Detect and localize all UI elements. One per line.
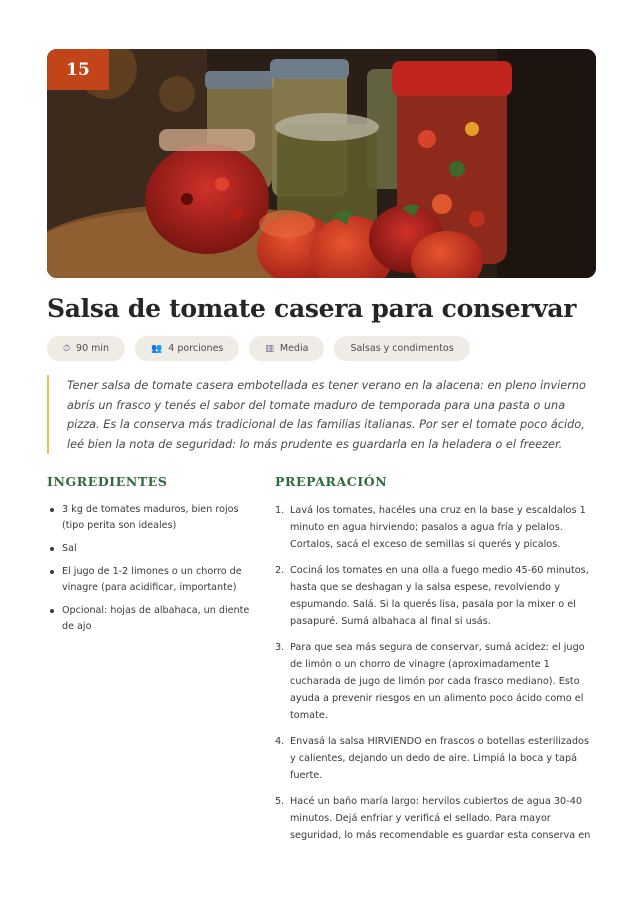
preparation-heading: PREPARACIÓN bbox=[275, 474, 388, 489]
people-icon: 👥 bbox=[151, 343, 163, 354]
time-value: 90 min bbox=[76, 343, 110, 354]
category-value: Salsas y condimentos bbox=[350, 343, 454, 354]
step-item bbox=[275, 733, 597, 784]
portions-value: 4 porciones bbox=[168, 343, 224, 354]
ingredient-item: El jugo de 1-2 limones o un chorro de vinagre (para acidificar, importante) bbox=[47, 564, 252, 596]
time-chip bbox=[47, 336, 125, 361]
ingredient-item: 3 kg de tomates maduros, bien rojos (tipo perita son ideales) bbox=[47, 502, 252, 534]
recipe-intro: Tener salsa de tomate casera embotellada es tener verano en la alacena: en pleno invierno abrís un frasco y tenés el sabor del tomate maduro de temporada para una pasta o una pizza. Es la conserva más tradicional de las familias italianas. Por ser el tomate poco ácido, leé bien la nota de seguridad: lo más prudente es guardarla en la heladera o el freezer. bbox=[47, 375, 597, 454]
category-chip bbox=[334, 336, 469, 361]
hero-photo bbox=[47, 49, 596, 278]
step-text: Lavá los tomates, hacéles una cruz en la base y escaldalos 1 minuto en agua hirviendo; pasalos a agua fría y pelalos. Cortalos, sacá el exceso de semillas si querés y picalos. bbox=[290, 505, 586, 550]
ingredients-heading: INGREDIENTES bbox=[47, 474, 168, 489]
difficulty-chip bbox=[249, 336, 324, 361]
step-item bbox=[275, 502, 597, 553]
step-text: Hacé un baño maría largo: hervilos cubiertos de agua 30-40 minutos. Dejá enfriar y verificá el sellado. Para mayor seguridad, lo más recomendable es guardar esta conserva en bbox=[290, 796, 591, 841]
step-item bbox=[275, 639, 597, 724]
difficulty-value: Media bbox=[279, 343, 309, 354]
step-number: 2. bbox=[275, 565, 285, 576]
step-item bbox=[275, 562, 597, 630]
step-text: Cociná los tomates en una olla a fuego medio 45-60 minutos, hasta que se deshagan y la salsa espese, revolviendo y espumando. Salá. Si la querés lisa, pasala por la mixer o el pasapuré. Sumá albahaca al final si usás. bbox=[290, 565, 589, 627]
step-text: Envasá la salsa HIRVIENDO en frascos o botellas esterilizados y calientes, dejando un dedo de aire. Limpiá la boca y tapá fuerte. bbox=[290, 736, 589, 781]
portions-chip bbox=[135, 336, 239, 361]
step-number: 1. bbox=[275, 505, 285, 516]
step-number: 5. bbox=[275, 796, 285, 807]
jars-and-tomatoes-illustration bbox=[47, 49, 596, 278]
preparation-steps bbox=[275, 502, 597, 853]
recipe-meta-chips bbox=[47, 336, 470, 361]
ingredients-list bbox=[47, 502, 252, 642]
difficulty-bars-icon: ▥ bbox=[265, 343, 274, 354]
recipe-title: Salsa de tomate casera para conservar bbox=[47, 294, 577, 323]
step-item bbox=[275, 793, 597, 844]
ingredient-item: Sal bbox=[47, 541, 252, 557]
timer-icon: ⏱ bbox=[63, 343, 71, 354]
ingredient-item: Opcional: hojas de albahaca, un diente de ajo bbox=[47, 603, 252, 635]
step-number: 3. bbox=[275, 642, 285, 653]
step-text: Para que sea más segura de conservar, sumá acidez: el jugo de limón o un chorro de vinagre (aproximadamente 1 cucharada de jugo de limón por cada frasco mediano). Esto ayuda a prevenir riesgos en un alimento poco ácido como el tomate. bbox=[290, 642, 585, 721]
recipe-number-badge: 15 bbox=[47, 49, 109, 90]
step-number: 4. bbox=[275, 736, 285, 747]
